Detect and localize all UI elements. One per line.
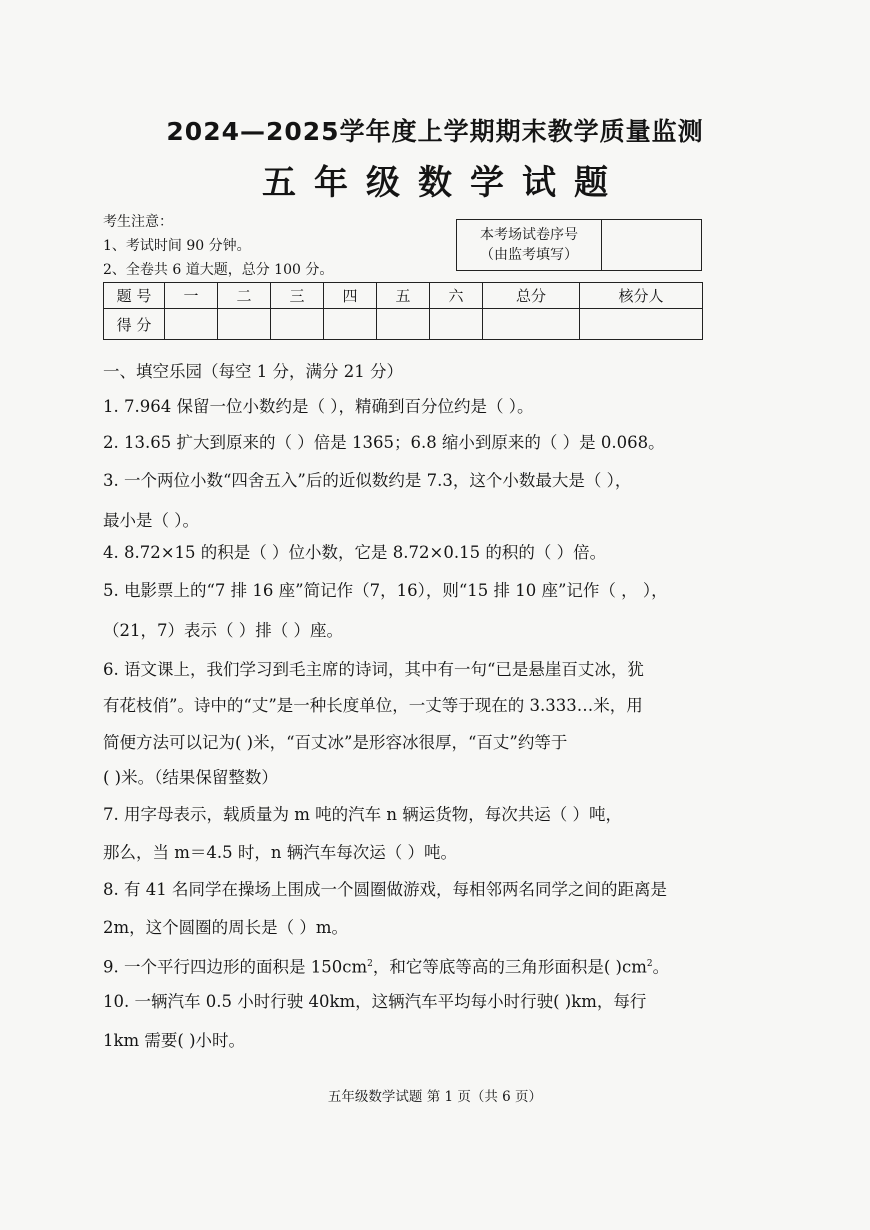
notice-item: 1、考试时间 90 分钟。 — [103, 238, 251, 254]
q9-text: 9. 一个平行四边形的面积是 150cm — [103, 957, 368, 977]
exam-title: 2024—2025学年度上学期期末教学质量监测 — [166, 117, 704, 146]
score-cell: 总分 — [483, 283, 580, 309]
score-input-cell[interactable] — [483, 309, 580, 340]
score-cell: 五 — [377, 283, 430, 309]
score-cell: 四 — [324, 283, 377, 309]
question-line: 那么，当 m＝4.5 时，n 辆汽车每次运（ ）吨。 — [103, 843, 457, 862]
score-cell: 一 — [165, 283, 218, 309]
question-line: 1. 7.964 保留一位小数约是（ ），精确到百分位约是（ ）。 — [103, 397, 534, 416]
score-input-cell[interactable] — [324, 309, 377, 340]
question-line: 6. 语文课上，我们学习到毛主席的诗词，其中有一句“已是悬崖百丈冰，犹 — [103, 660, 644, 679]
question-line: 5. 电影票上的“7 排 16 座”简记作（7，16），则“15 排 10 座”记作（ ， ）， — [103, 581, 668, 600]
section-heading: 一、填空乐园（每空 1 分，满分 21 分） — [103, 362, 403, 381]
q9-mid: ，和它等底等高的三角形面积是( )cm — [372, 957, 647, 977]
score-input-cell[interactable] — [165, 309, 218, 340]
question-line: 8. 有 41 名同学在操场上围成一个圆圈做游戏，每相邻两名同学之间的距离是 — [103, 880, 667, 899]
question-line-9 — [103, 952, 669, 980]
question-line: 2. 13.65 扩大到原来的（ ）倍是 1365；6.8 缩小到原来的（ ）是 0.068。 — [103, 433, 665, 452]
question-line: 有花枝俏”。诗中的“丈”是一种长度单位，一丈等于现在的 3.333…米，用 — [103, 696, 643, 715]
question-line: 3. 一个两位小数“四舍五入”后的近似数约是 7.3，这个小数最大是（ ）， — [103, 471, 632, 490]
paper-serial-box — [456, 219, 702, 271]
q9-superscript: 2 — [646, 959, 653, 969]
score-input-cell[interactable] — [430, 309, 483, 340]
question-line: （21，7）表示（ ）排（ ）座。 — [103, 621, 343, 640]
q9-superscript: 2 — [367, 959, 373, 969]
score-cell: 核分人 — [580, 283, 703, 309]
question-line: ( )米。（结果保留整数） — [103, 768, 278, 787]
score-header-row — [104, 283, 703, 309]
question-line: 4. 8.72×15 的积是（ ）位小数，它是 8.72×0.15 的积的（ ）倍。 — [103, 543, 607, 562]
score-cell: 题 号 — [104, 283, 165, 309]
question-line: 简便方法可以记为( )米，“百丈冰”是形容冰很厚，“百丈”约等于 — [103, 733, 568, 752]
candidate-notice — [103, 210, 333, 282]
question-line: 2m，这个圆圈的周长是（ ）m。 — [103, 918, 349, 937]
exam-subtitle: 五年级数学试题 — [262, 163, 626, 203]
paper-serial-field[interactable] — [602, 220, 701, 270]
score-row-label: 得 分 — [104, 309, 165, 340]
score-input-cell[interactable] — [377, 309, 430, 340]
question-line: 10. 一辆汽车 0.5 小时行驶 40km，这辆汽车平均每小时行驶( )km，每行 — [103, 992, 647, 1011]
score-table — [103, 282, 703, 340]
score-input-cell[interactable] — [218, 309, 271, 340]
score-cell: 三 — [271, 283, 324, 309]
paper-serial-label-line1: 本考场试卷序号 — [480, 227, 578, 243]
paper-serial-label — [457, 220, 602, 270]
paper-serial-label-line2: （由监考填写） — [480, 247, 578, 263]
score-input-cell[interactable] — [580, 309, 703, 340]
page-footer: 五年级数学试题 第 1 页（共 6 页） — [327, 1089, 543, 1105]
score-cell: 二 — [218, 283, 271, 309]
question-line: 1km 需要( )小时。 — [103, 1031, 246, 1050]
score-input-cell[interactable] — [271, 309, 324, 340]
notice-item: 2、全卷共 6 道大题，总分 100 分。 — [103, 262, 334, 278]
notice-heading: 考生注意： — [103, 214, 173, 230]
question-line: 最小是（ ）。 — [103, 511, 199, 530]
q9-end: 。 — [652, 957, 670, 977]
score-cell: 六 — [430, 283, 483, 309]
score-value-row — [104, 309, 703, 340]
question-line: 7. 用字母表示，载质量为 m 吨的汽车 n 辆运货物，每次共运（ ）吨， — [103, 805, 622, 824]
